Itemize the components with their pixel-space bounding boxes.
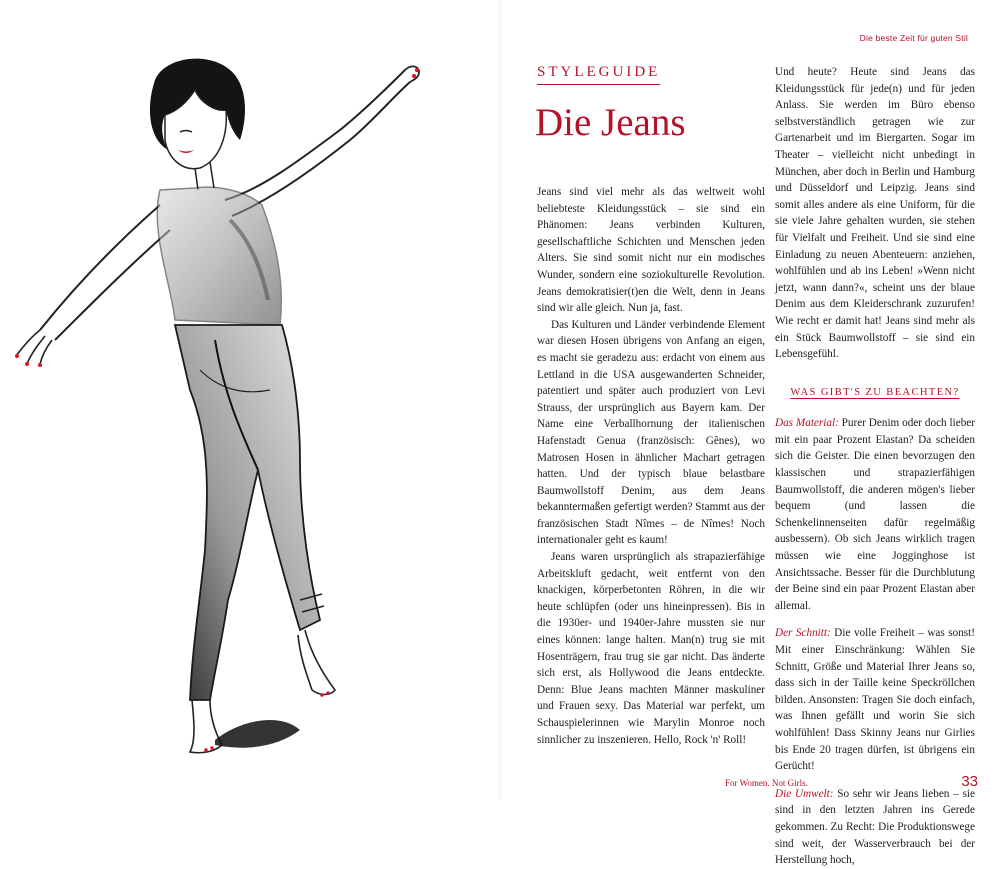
paragraph: Jeans sind viel mehr als das weltweit wohl beliebteste Kleidungsstück – sie sind ein Phänomen: Jeans verbinden Kulturen, gesellschaftliche Schichten und Menschen jeden Alters. Sie sind somit nicht nur ein modisches Wunder, sondern eine soziokulturelle Revolution. Jeans demokratisier(t)en die Welt, denn in Jeans sind wir alle gleich. Nun ja, fast.	[537, 186, 765, 315]
section-kicker: STYLEGUIDE	[537, 64, 660, 85]
running-head: Die beste Zeit für guten Stil	[859, 33, 968, 43]
paragraph: Jeans waren ursprünglich als strapazierfähige Arbeitskluft gedacht, weit entfernt von den knackigen, körperbetonten Röhren, in die wir heute schlüpfen (oder uns hineinpressen). Bis in die 1930er- und 1940er-Jahre mussten sie nur eines können: lange halten. Man(n) trug sie mit Hosenträgern, frau trug sie gar nicht. Das änderte sich erst, als Hollywood die Jeans entdeckte. Denn: Blue Jeans machten Männer maskuliner und Frauen sexy. Das Material war perfekt, um Schauspielerinnen wie Marylin Monroe noch sinnlicher zu inszenieren. Hello, Rock 'n' Roll!	[537, 551, 765, 746]
text-column-2	[775, 64, 975, 869]
page-gutter	[498, 0, 504, 800]
page-title: Die Jeans	[535, 101, 686, 144]
subheading: WAS GIBT'S ZU BEACHTEN?	[790, 386, 960, 398]
tip-paragraph	[775, 625, 975, 774]
tip-term: Die Umwelt:	[775, 787, 834, 800]
tip-term: Das Material:	[775, 417, 839, 430]
tip-term: Der Schnitt:	[775, 627, 831, 640]
dancing-woman-in-jeans-illustration	[0, 40, 500, 760]
tip-text: Purer Denim oder doch lieber mit ein paar Prozent Elastan? Da scheiden sich die Geister. Die einen bevorzugen den klassischen und strapazierfähigen Baumwollstoff, die anderen mögen's lieber bequem (und lassen die Schenkelinnenseiten dafür regelmäßig ausbessern). Ob sich Jeans wirklich tragen müssen wie eine Jogginghose ist Ansichtssache. Besser für die Durchblutung der Beine sind ein paar Prozent Elastan aber allemal.	[775, 417, 975, 612]
tip-paragraph	[775, 786, 975, 869]
page-number: 33	[961, 773, 978, 790]
paragraph: Und heute? Heute sind Jeans das Kleidungsstück für jede(n) und für jeden Anlass. Sie werden im Büro ebenso selbstverständlich getragen wie zur Gartenarbeit und im Biergarten. Sogar im Theater – vielleicht nicht unbedingt in München, aber doch in Berlin und Hamburg und Düsseldorf und Leipzig. Jeans sind somit alles andere als eine Uniform, für die sie viele Jahre gehalten wurden, sie stehen für Vielfalt und Freiheit. Und sie sind eine Einladung zu neuen Abenteuern: anziehen, wohlfühlen und ab ins Leben! »Wenn nicht jetzt, wann dann?«, scheint uns der blaue Denim aus dem Kleiderschrank zuzurufen! Wie recht er damit hat! Jeans sind mehr als ein Stück Baumwollstoff – sie sind ein Lebensgefühl.	[775, 66, 975, 361]
text-column-1	[537, 184, 765, 748]
tip-paragraph	[775, 415, 975, 614]
page-footer: For Women. Not Girls.	[725, 778, 808, 788]
tip-text: So sehr wir Jeans lieben – sie sind in den letzten Jahren ins Gerede gekommen. Zu Recht: Die Produktionswege sind weit, der Wasserverbrauch bei der Herstellung hoch,	[775, 787, 975, 867]
paragraph: Das Kulturen und Länder verbindende Element war diesen Hosen übrigens von Anfang an eigen, es macht sie geradezu aus: erdacht von einem aus Lettland in die USA ausgewanderten Schneider, patentiert und später auch produziert von Levi Strauss, der ursprünglich aus Bayern kam. Der Name eine Verballhornung der italienischen Hafenstadt Genua (französisch: Gênes), wo Matrosen Hosen in ähnlicher Machart getragen hatten. Und der typisch blaue belastbare Baumwollstoff Denim, aus dem Jeans bekanntermaßen gefertigt werden? Stammt aus der französischen Stadt Nîmes – de Nîmes! Noch internationaler geht es kaum!	[537, 318, 765, 547]
tip-text: Die volle Freiheit – was sonst! Mit einer Einschränkung: Wählen Sie Schnitt, Größe und Material Ihrer Jeans so, dass sich in der Taille keine Speckröllchen bilden. Ansonsten: Tragen Sie doch einfach, was Ihnen gefällt und worin Sie sich wohlfühlen! Dass Skinny Jeans nur Girlies bis Ende 20 tragen dürfen, ist übrigens ein Gerücht!	[775, 627, 975, 773]
